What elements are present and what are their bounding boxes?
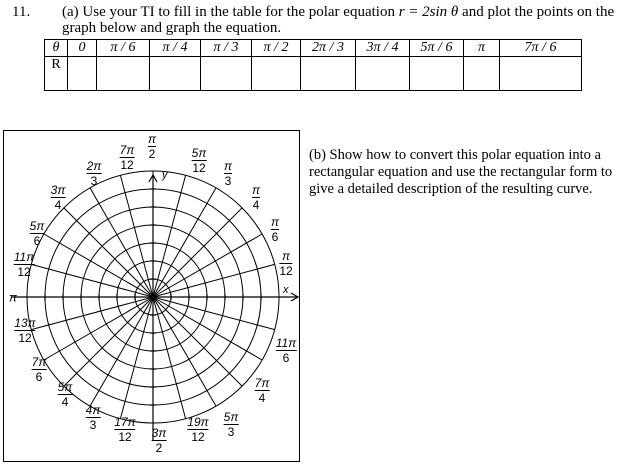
angle-label-denominator: 3: [224, 424, 239, 439]
y-axis-label: y: [162, 169, 168, 181]
grid-ray: [153, 297, 262, 360]
r-cell[interactable]: [500, 57, 582, 91]
angle-label-numerator: 4π: [85, 403, 101, 417]
angle-label-numerator: 7π: [254, 376, 270, 390]
r-cell[interactable]: [464, 57, 500, 91]
grid-ray: [153, 208, 242, 297]
r-header: R: [45, 57, 68, 91]
grid-ray: [153, 175, 186, 297]
angle-label: [120, 144, 135, 172]
angle-label-denominator: 3: [224, 174, 232, 188]
angle-label-numerator: π: [223, 159, 233, 173]
angle-label-numerator: π: [147, 132, 157, 146]
grid-ray: [31, 264, 153, 297]
angle-label: [114, 416, 135, 444]
angle-label: [224, 411, 239, 439]
angle-label-numerator: π: [281, 249, 291, 263]
grid-ray: [90, 188, 153, 297]
r-cell[interactable]: [252, 57, 301, 91]
r-cell[interactable]: [68, 57, 97, 91]
polar-equation: r = 2sin θ: [398, 4, 459, 20]
grid-ray: [90, 297, 153, 406]
theta-cell: π: [464, 40, 500, 57]
angle-label: [192, 147, 207, 175]
r-cell[interactable]: [356, 57, 410, 91]
r-cell[interactable]: [301, 57, 356, 91]
angle-label-denominator: 6: [271, 230, 279, 244]
r-cell[interactable]: [97, 57, 150, 91]
angle-label-denominator: 4: [252, 198, 260, 212]
grid-ray: [153, 297, 186, 419]
grid-ray: [153, 188, 216, 297]
x-axis-label: x: [283, 284, 289, 296]
theta-cell: 3π / 4: [356, 40, 410, 57]
part-a-prefix: (a) Use your TI to fill in the table for the polar equation: [62, 4, 395, 20]
angle-label-denominator: 6: [30, 233, 45, 248]
angle-label-numerator: 5π: [223, 410, 239, 424]
grid-ray: [64, 297, 153, 386]
angle-label-denominator: 3: [87, 173, 102, 188]
angle-label: [30, 220, 45, 248]
values-table: [44, 39, 582, 91]
grid-ray: [44, 297, 153, 360]
theta-header: θ: [45, 40, 68, 57]
grid-ray: [120, 175, 153, 297]
angle-label-numerator: 13π: [14, 316, 36, 330]
grid-ray: [31, 297, 153, 330]
theta-cell: π / 3: [201, 40, 252, 57]
grid-ray: [153, 297, 242, 386]
r-cell[interactable]: [410, 57, 464, 91]
angle-label-numerator: 3π: [50, 183, 66, 197]
angle-label-numerator: π: [8, 290, 18, 305]
angle-label: [224, 160, 232, 188]
grid-ray: [64, 208, 153, 297]
r-cell[interactable]: [150, 57, 201, 91]
angle-label-denominator: 2: [148, 147, 156, 161]
angle-label: [86, 404, 101, 432]
angle-label-denominator: 12: [279, 264, 293, 278]
theta-cell: 2π / 3: [301, 40, 356, 57]
angle-label-denominator: 6: [32, 369, 47, 384]
angle-label-denominator: 3: [86, 417, 101, 432]
theta-cell: π / 4: [150, 40, 201, 57]
angle-label-numerator: 11π: [275, 336, 297, 350]
angle-label-numerator: 19π: [187, 415, 209, 429]
r-cell[interactable]: [201, 57, 252, 91]
grid-ray: [153, 264, 275, 297]
angle-label: [14, 251, 35, 279]
angle-label-numerator: 2π: [86, 159, 102, 173]
angle-label-denominator: 12: [120, 158, 134, 172]
grid-ray: [153, 297, 275, 330]
grid-ray: [120, 297, 153, 419]
grid-ray: [153, 297, 216, 406]
angle-label: [58, 381, 73, 409]
angle-label-denominator: 4: [51, 197, 66, 212]
angle-label: [255, 377, 270, 405]
angle-label-numerator: π: [251, 183, 261, 197]
angle-label: [9, 292, 17, 305]
part-a-prompt: [62, 4, 624, 36]
angle-label-denominator: 12: [14, 330, 35, 345]
angle-label: [279, 250, 292, 278]
angle-label-numerator: 17π: [114, 415, 136, 429]
angle-label-numerator: 5π: [29, 219, 45, 233]
theta-cell: π / 6: [97, 40, 150, 57]
angle-label-numerator: π: [270, 215, 280, 229]
angle-label-numerator: 7π: [119, 143, 135, 157]
angle-label: [276, 337, 297, 365]
angle-label-denominator: 12: [192, 161, 206, 175]
angle-label: [148, 133, 156, 161]
angle-label: [32, 356, 47, 384]
angle-label: [14, 317, 35, 345]
angle-label: [152, 427, 167, 455]
angle-label-numerator: 11π: [13, 250, 35, 264]
angle-label-denominator: 12: [114, 429, 135, 444]
angle-label-denominator: 4: [255, 390, 270, 405]
theta-cell: π / 2: [252, 40, 301, 57]
angle-label-denominator: 6: [276, 350, 297, 365]
angle-label-denominator: 12: [187, 429, 208, 444]
angle-label-numerator: 7π: [31, 355, 47, 369]
theta-row: [45, 40, 582, 57]
angle-label: [187, 416, 208, 444]
r-row: [45, 57, 582, 91]
angle-label-denominator: 4: [58, 394, 73, 409]
angle-label-denominator: 2: [152, 440, 167, 455]
angle-label: [252, 184, 260, 212]
theta-cell: 5π / 6: [410, 40, 464, 57]
angle-label-numerator: 5π: [57, 380, 73, 394]
grid-ray: [153, 234, 262, 297]
theta-cell: 7π / 6: [500, 40, 582, 57]
angle-label-numerator: 3π: [151, 426, 167, 440]
part-a-suffix: and plot the points on the graph below and graph the equation.: [62, 4, 615, 36]
angle-label-numerator: 5π: [191, 146, 207, 160]
angle-label: [51, 184, 66, 212]
polar-grid-svg: [4, 131, 301, 463]
angle-label: [87, 160, 102, 188]
part-b-prompt: (b) Show how to convert this polar equation into a rectangular equation and use the rectangular form to give a detailed description of the resulting curve.: [309, 147, 613, 197]
polar-graph[interactable]: [3, 130, 300, 462]
question-number: 11.: [12, 4, 31, 20]
angle-label-denominator: 12: [14, 264, 35, 279]
theta-cell: 0: [68, 40, 97, 57]
angle-label: [271, 216, 279, 244]
grid-ray: [44, 234, 153, 297]
